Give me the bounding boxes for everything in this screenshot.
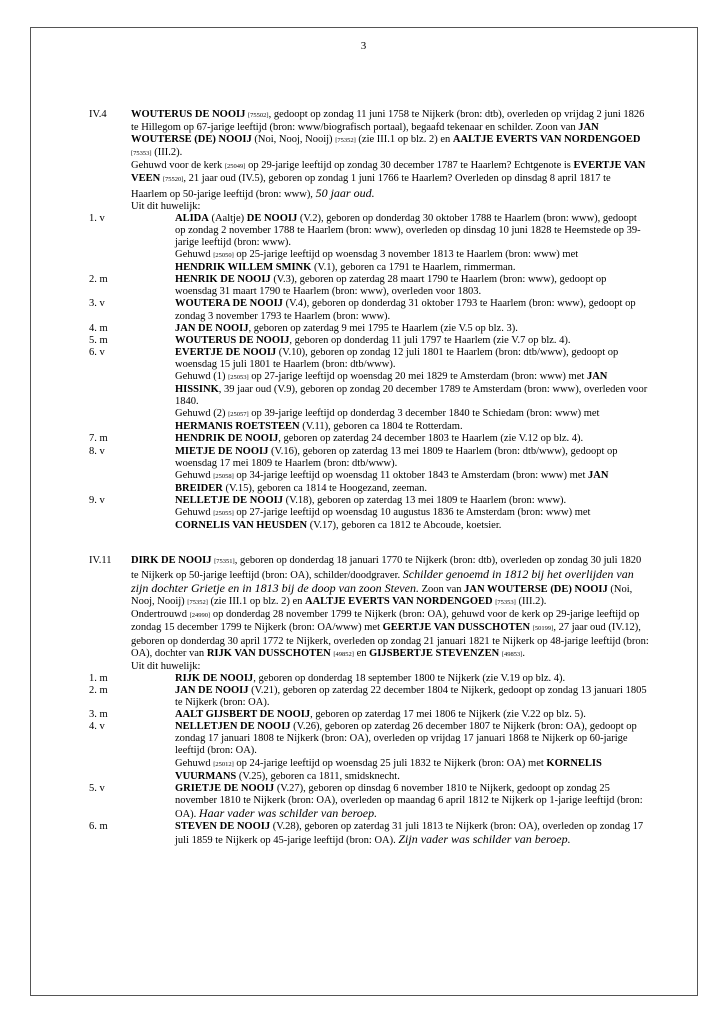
ref-number: [50199] bbox=[532, 625, 554, 633]
child-marriage bbox=[175, 408, 649, 433]
spouse-name: JAN HISSINK bbox=[175, 370, 608, 396]
spouse-note: 50 jaar oud. bbox=[315, 185, 375, 200]
entry-head bbox=[131, 109, 649, 160]
child-name: GRIETJE DE NOOIJ bbox=[175, 782, 275, 794]
list-item bbox=[89, 721, 649, 782]
entry-head bbox=[131, 555, 649, 609]
spouse-name: JAN BREIDER bbox=[175, 469, 609, 494]
spouse-name: EVERTJE VAN VEEN bbox=[131, 160, 646, 185]
ref-number: [25050] bbox=[213, 252, 234, 260]
child-name: JAN DE NOOIJ bbox=[175, 322, 249, 334]
list-item bbox=[89, 783, 649, 821]
page-number: 3 bbox=[360, 40, 367, 52]
child-surname: DE NOOIJ bbox=[246, 212, 298, 224]
child-number: 1. m bbox=[89, 672, 108, 684]
child-name: WOUTERUS DE NOOIJ bbox=[175, 334, 290, 346]
children-list bbox=[89, 213, 649, 532]
ref-number: [49852] bbox=[333, 650, 354, 658]
entry-body bbox=[131, 555, 649, 673]
list-item bbox=[89, 446, 649, 495]
list-item bbox=[89, 685, 649, 709]
child-note: Zijn vader was schilder van beroep. bbox=[398, 832, 571, 847]
entry-note: Schilder genoemd in 1812 bij het overlijden van zijn dochter Grietje en in 1813 bij de doop van zoon Steven. bbox=[131, 567, 634, 596]
list-item bbox=[89, 347, 649, 434]
child-text: , geboren op donderdag 11 juli 1797 te Haarlem (zie V.7 op blz. 4). bbox=[289, 334, 571, 346]
child-name: NELLETJE DE NOOIJ bbox=[175, 494, 283, 506]
marriage-text: op 27-jarige leeftijd op woensdag 20 mei 1829 te Amsterdam (bron: www) met bbox=[248, 370, 587, 382]
child-name: HENRIK DE NOOIJ bbox=[175, 274, 271, 286]
spouse-name: KORNELIS VUURMANS bbox=[175, 757, 602, 782]
marriage-label: Gehuwd bbox=[175, 757, 214, 769]
spouse-name: GEERTJE VAN DUSSCHOTEN bbox=[382, 622, 531, 634]
generation-number: IV.4 bbox=[89, 109, 107, 120]
spouse-text: (V.25), geboren ca 1811, smidsknecht. bbox=[236, 770, 400, 782]
marriage-text: op 24-jarige leeftijd op woensdag 25 juli 1832 te Nijkerk (bron: OA) met bbox=[233, 757, 547, 769]
father-name: JAN WOUTERSE (DE) NOOIJ bbox=[131, 122, 599, 146]
child-name: ALIDA bbox=[175, 212, 209, 224]
spouse-text: , 21 jaar oud (IV.5), geboren op zondag 1 juni 1766 te Haarlem? Overleden op dinsdag 8 april 1817 te Haarlem op 50-jarige leeftijd (bron: www), bbox=[131, 173, 611, 200]
entry-text: Zoon van bbox=[418, 584, 465, 596]
child-text: (V.21), geboren op zaterdag 22 december 1804 te Nijkerk, gedoopt op zondag 13 januari 1805 te Nijkerk (bron: OA). bbox=[175, 684, 647, 709]
person-name: DIRK DE NOOIJ bbox=[131, 555, 212, 566]
child-text: (V.16), geboren op zaterdag 13 mei 1809 te Haarlem (bron: dtb/www), gedoopt op woensdag 17 mei 1809 te Haarlem (bron: dtb/www). bbox=[175, 445, 618, 469]
list-item bbox=[89, 495, 649, 532]
spouse-text: (V.1), geboren ca 1791 te Haarlem, rimmerman. bbox=[311, 262, 516, 274]
child-text: (V.27), geboren op dinsdag 6 november 1810 te Nijkerk, gedoopt op zondag 25 november 1810 te Nijkerk (bron: OA), overleden op maandag 6 april 1812 te Nijkerk op 1-jarige leeftijd (bron: OA). bbox=[175, 782, 643, 820]
child-number: 3. v bbox=[89, 298, 105, 310]
ref-number: [75352] bbox=[335, 137, 356, 145]
child-text: , geboren op zaterdag 17 mei 1806 te Nijkerk (zie V.22 op blz. 5). bbox=[310, 709, 586, 721]
child-note: Haar vader was schilder van beroep. bbox=[198, 805, 378, 820]
entry-text: (III.2). bbox=[151, 147, 183, 159]
entry-text: (zie III.1 op blz. 2) en bbox=[207, 596, 305, 608]
name-variants: (Noi, Nooj, Nooij) bbox=[251, 134, 336, 146]
child-text: (V.3), geboren op zaterdag 28 maart 1790 te Haarlem (bron: www), gedoopt op woensdag 31 maart 1790 te Haarlem (bron: www), overleden voor 1803. bbox=[175, 274, 607, 298]
child-number: 3. m bbox=[89, 709, 108, 721]
child-number: 9. v bbox=[89, 494, 105, 506]
child-marriage bbox=[175, 371, 649, 408]
mother-name: AALTJE EVERTS VAN NORDENGOED bbox=[452, 134, 641, 146]
child-number: 1. v bbox=[89, 212, 105, 224]
entry-text: (III.2). bbox=[515, 596, 547, 608]
ref-number: [75351] bbox=[214, 558, 235, 565]
ref-number: [25012] bbox=[213, 760, 234, 768]
list-item bbox=[89, 323, 649, 335]
child-number: 4. m bbox=[89, 322, 108, 334]
marriage-label: Gehuwd bbox=[175, 249, 214, 261]
child-number: 8. v bbox=[89, 445, 105, 457]
marriage-text: op donderdag 28 november 1799 te Nijkerk (bron: OA), gehuwd voor de kerk op 29-jarige leeftijd op zondag 15 december 1799 te Nijkerk (bron: OA/www) met bbox=[131, 609, 640, 634]
child-name: RIJK DE NOOIJ bbox=[175, 672, 254, 684]
list-item bbox=[89, 821, 649, 847]
child-nickname: (Aaltje) bbox=[208, 212, 247, 224]
marriage-label: Gehuwd bbox=[175, 469, 214, 481]
spouse-name: HERMANIS ROETSTEEN bbox=[175, 421, 300, 433]
entry-body bbox=[131, 109, 649, 213]
child-name: STEVEN DE NOOIJ bbox=[175, 820, 271, 832]
child-name: MIETJE DE NOOIJ bbox=[175, 445, 269, 457]
child-number: 2. m bbox=[89, 274, 108, 286]
spouse-text: , 39 jaar oud (V.9), geboren op zondag 20 december 1789 te Amsterdam (bron: www), overleden voor 1840. bbox=[175, 384, 648, 408]
spouse-text: (V.11), geboren ca 1804 te Rotterdam. bbox=[299, 421, 463, 433]
ref-number: [75353] bbox=[495, 599, 516, 607]
generation-number: IV.11 bbox=[89, 555, 112, 566]
marriage-text: op 25-jarige leeftijd op woensdag 3 november 1813 te Haarlem (bron: www) met bbox=[233, 249, 579, 261]
list-item bbox=[89, 433, 649, 445]
child-marriage bbox=[175, 470, 649, 495]
marriage-label: Gehuwd (2) bbox=[175, 408, 229, 420]
marriage-label: Gehuwd bbox=[175, 507, 214, 518]
entry-text: (zie III.1 op blz. 2) en bbox=[355, 134, 453, 146]
child-name: JAN DE NOOIJ bbox=[175, 684, 249, 696]
ref-number: [25055] bbox=[213, 510, 234, 517]
child-text: (V.26), geboren op zaterdag 26 december 1807 te Nijkerk (bron: OA), gedoopt op zondag 17 januari 1808 te Nijkerk (bron: OA), overleden op vrijdag 17 januari 1868 te Nijkerk op 60-jarige leeftijd (bron: OA). bbox=[175, 721, 637, 757]
marriage-label: Ondertrouwd bbox=[131, 609, 190, 621]
list-item bbox=[89, 274, 649, 298]
children-label: Uit dit huwelijk: bbox=[131, 660, 201, 672]
children-label: Uit dit huwelijk: bbox=[131, 200, 201, 212]
children-list bbox=[89, 673, 649, 847]
list-item bbox=[89, 298, 649, 322]
marriage-line: Ondertrouwd [24990] op donderdag 28 november 1799 te Nijkerk (bron: OA), gehuwd voor de kerk op 29-jarige leeftijd op zondag 15 december 1799 te Nijkerk (bron: OA/www) met GEERTJE VAN DUSSCHOTEN [50199], 27 jaar oud (IV.12), geboren op donderdag 30 april 1772 te Nijkerk, overleden op zondag 21 januari 1821 te Nijkerk op 48-jarige leeftijd (bron: OA), dochter van RIJK VAN DUSSCHOTEN [49852] en GIJSBERTJE STEVENZEN [49853]. bbox=[131, 609, 649, 659]
child-name: NELLETJEN DE NOOIJ bbox=[175, 721, 291, 733]
marriage-text: op 27-jarige leeftijd op woensdag 10 augustus 1836 te Amsterdam (bron: www) met bbox=[233, 507, 591, 518]
child-marriage bbox=[175, 507, 649, 532]
mother-name: AALTJE EVERTS VAN NORDENGOED bbox=[304, 596, 493, 608]
ref-number: [75520] bbox=[162, 176, 184, 184]
ref-number: [25053] bbox=[228, 373, 249, 381]
father-name: JAN WOUTERSE (DE) NOOIJ bbox=[464, 584, 608, 596]
spouse-father-name: RIJK VAN DUSSCHOTEN bbox=[206, 647, 331, 659]
spouse-name: CORNELIS VAN HEUSDEN bbox=[175, 520, 308, 532]
child-text: (V.4), geboren op donderdag 31 oktober 1793 te Haarlem (bron: www), gedoopt op zondag 3 november 1793 te Haarlem (bron: www). bbox=[175, 298, 636, 322]
child-number: 5. v bbox=[89, 782, 105, 794]
child-name: WOUTERA DE NOOIJ bbox=[175, 298, 283, 310]
child-marriage bbox=[175, 249, 649, 274]
child-number: 2. m bbox=[89, 684, 108, 696]
spouse-text: (V.17), geboren ca 1812 te Abcoude, koetsier. bbox=[307, 520, 502, 532]
child-text: (V.28), geboren op zaterdag 31 juli 1813 te Nijkerk (bron: OA), overleden op zondag 17 juli 1859 te Nijkerk op 45-jarige leeftijd (bron: OA). bbox=[175, 820, 644, 847]
ref-number: [24990] bbox=[189, 612, 211, 620]
genealogy-entry bbox=[89, 555, 649, 847]
child-number: 6. v bbox=[89, 346, 105, 358]
spouse-text: , 27 jaar oud (IV.12), geboren op donderdag 30 april 1772 te Nijkerk, overleden op zondag 21 januari 1821 te Nijkerk op 48-jarige leeftijd (bron: OA), dochter van bbox=[131, 622, 649, 659]
ref-number: [75353] bbox=[131, 150, 152, 158]
list-item bbox=[89, 335, 649, 347]
marriage-line bbox=[131, 160, 649, 200]
list-item bbox=[89, 213, 649, 274]
ref-number: [25057] bbox=[228, 411, 249, 419]
child-text: , geboren op zaterdag 24 december 1803 te Haarlem (zie V.12 op blz. 4). bbox=[278, 433, 584, 445]
child-number: 6. m bbox=[89, 820, 108, 832]
marriage-label: Gehuwd voor de kerk bbox=[131, 160, 225, 172]
marriage-text: op 34-jarige leeftijd op woensdag 11 oktober 1843 te Amsterdam (bron: www) met bbox=[233, 469, 588, 481]
ref-number: [25049] bbox=[224, 163, 246, 171]
child-number: 4. v bbox=[89, 721, 105, 733]
ref-number: [49853] bbox=[501, 650, 523, 658]
spouse-text: (V.15), geboren ca 1814 te Hoogezand, zeeman. bbox=[222, 482, 428, 494]
child-text: , geboren op zaterdag 9 mei 1795 te Haarlem (zie V.5 op blz. 3). bbox=[248, 322, 518, 334]
child-number: 7. m bbox=[89, 433, 108, 445]
child-marriage bbox=[175, 758, 649, 783]
list-item bbox=[89, 709, 649, 721]
ref-number: [25058] bbox=[213, 472, 234, 480]
child-name: HENDRIK DE NOOIJ bbox=[175, 433, 279, 445]
marriage-label: Gehuwd (1) bbox=[175, 370, 229, 382]
list-item bbox=[89, 673, 649, 685]
child-text: (V.10), geboren op zondag 12 juli 1801 te Haarlem (bron: dtb/www), gedoopt op woensdag 15 juli 1801 te Haarlem (bron: dtb/www). bbox=[175, 346, 619, 370]
entry-text: en bbox=[353, 647, 370, 659]
child-text: , geboren op donderdag 18 september 1800 te Nijkerk (zie V.19 op blz. 4). bbox=[253, 672, 566, 684]
entry-text: , geboren op donderdag 18 januari 1770 te Nijkerk (bron: dtb), overleden op zondag 30 juli 1820 te Nijkerk op 50-jarige leeftijd (bron: OA), schilder/doodgraver. bbox=[131, 555, 642, 582]
name-variants: (Noi, Nooj, Nooij) bbox=[131, 584, 633, 608]
marriage-text: op 29-jarige leeftijd op zondag 30 december 1787 te Haarlem? Echtgenote is bbox=[245, 160, 574, 172]
spouse-name: HENDRIK WILLEM SMINK bbox=[175, 262, 312, 274]
child-name: EVERTJE DE NOOIJ bbox=[175, 346, 277, 358]
child-number: 5. m bbox=[89, 334, 108, 346]
ref-number: [75502] bbox=[247, 112, 269, 119]
spouse-mother-name: GIJSBERTJE STEVENZEN bbox=[369, 647, 500, 659]
entry-text: , gedoopt op zondag 11 juni 1758 te Nijkerk (bron: dtb), overleden op vrijdag 2 juni 1826 te Hillegom op 67-jarige leeftijd (bron: www/biografisch portaal), begaafd tekenaar en schilder. Zoon van bbox=[131, 109, 645, 134]
child-text: (V.18), geboren op zaterdag 13 mei 1809 te Haarlem (bron: www). bbox=[282, 494, 567, 506]
person-name: WOUTERUS DE NOOIJ bbox=[131, 109, 246, 120]
genealogy-entry bbox=[89, 109, 649, 532]
child-name: AALT GIJSBERT DE NOOIJ bbox=[175, 709, 311, 721]
child-text: (V.2), geboren op donderdag 30 oktober 1788 te Haarlem (bron: www), gedoopt op zondag 2 november 1788 te Haarlem (bron: www), overleden op dinsdag 10 juni 1828 te Heemstede op 39-jarige leeftijd (bron: www). bbox=[175, 212, 641, 248]
marriage-text: op 39-jarige leeftijd op donderdag 3 december 1840 te Schiedam (bron: www) met bbox=[248, 408, 600, 420]
ref-number: [75352] bbox=[187, 599, 208, 607]
